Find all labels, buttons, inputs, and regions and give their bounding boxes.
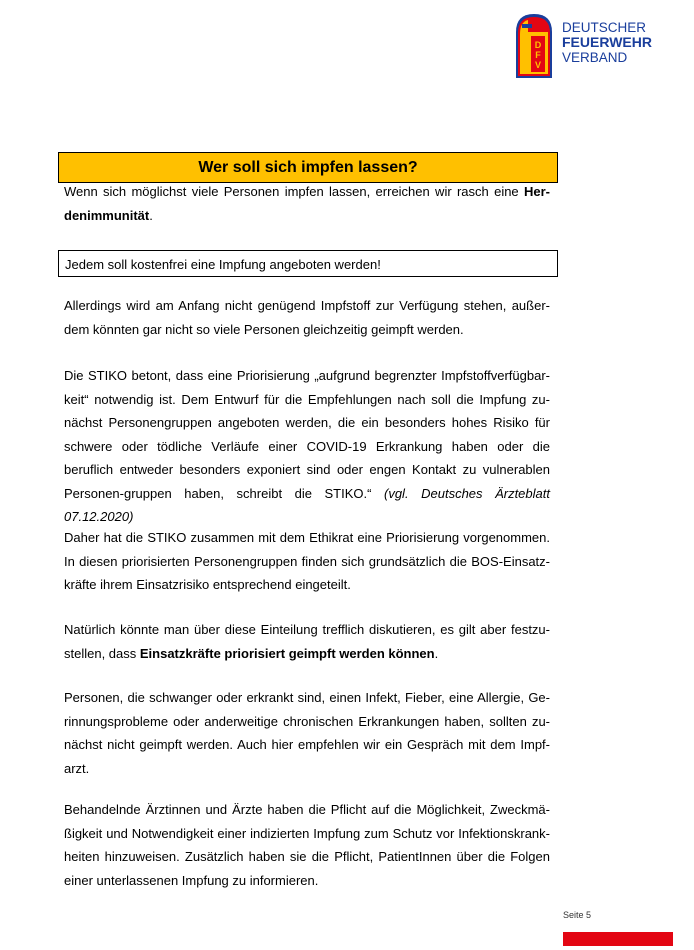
paragraph-stiko <box>64 364 550 529</box>
svg-text:V: V <box>534 60 542 70</box>
p3-citation: (vgl. Deutsches Ärzteblatt 07.12.2020) <box>64 485 550 524</box>
section-heading: Wer soll sich impfen lassen? <box>58 152 558 183</box>
highlight-box: Jedem soll kostenfrei eine Impfung angeboten werden! <box>58 250 558 277</box>
p3-text: Die STIKO betont, dass eine Priorisierung „aufgrund begrenzter Impfstoffverfügbar-keit“ notwendig ist. Dem Entwurf für die Empfehlungen nach soll die Impfung zu-nächst Personengruppen angeboten werden, die ein besonders hohes Risiko für schwere oder tödliche Verläufe einer COVID-19 Erkrankung haben oder die beruflich entweder besonders exponiert sind oder engen Kontakt zu vulnerablen Personen-gruppen haben, schreibt die STIKO.“ <box>64 368 550 501</box>
paragraph-ausnahmen: Personen, die schwanger oder erkrankt sind, einen Infekt, Fieber, eine Allergie, Ge-rinnungsprobleme oder anderweitige chronischen Erkrankungen haben, sollten zu-nächst nicht geimpft werden. Auch hier empfehlen wir ein Gespräch mit dem Impf-arzt. <box>64 690 550 776</box>
p1-bold: Her-denimmunität <box>64 184 550 223</box>
p1-text-end: . <box>149 207 153 223</box>
paragraph-priorisierung: Daher hat die STIKO zusammen mit dem Ethikrat eine Priorisierung vorgenommen. In diesen priorisierten Personengruppen finden sich grundsätzlich die BOS-Einsatz-kräfte ihrem Einsatzrisiko entsprechend eingeteilt. <box>64 530 550 592</box>
p5-text: Natürlich könnte man über diese Einteilung trefflich diskutieren, es gilt aber festzu-stellen, dass <box>64 622 550 661</box>
paragraph-impfstoff: Allerdings wird am Anfang nicht genügend Impfstoff zur Verfügung stehen, außer-dem könnten gar nicht so viele Personen gleichzeitig geimpft werden. <box>64 298 550 337</box>
footer-red-bar <box>563 932 673 946</box>
p5-text-end: . <box>434 645 439 661</box>
paragraph-herdenimmunitaet <box>64 180 550 227</box>
logo-line-3: VERBAND <box>562 50 628 65</box>
p1-text: Wenn sich möglichst viele Personen impfen lassen, erreichen wir rasch eine <box>64 184 524 199</box>
paragraph-aerzte: Behandelnde Ärztinnen und Ärzte haben die Pflicht auf die Möglichkeit, Zweckmä-ßigkeit und Notwendigkeit einer indizierten Impfung zum Schutz vor Infektionskrank-heiten hinzuweisen. Zusätzlich haben sie die Pflicht, PatientInnen über die Folgen einer unterlassenen Impfung zu informieren. <box>64 802 550 888</box>
dfv-emblem-icon <box>510 10 560 80</box>
logo-line-2: FEUERWEHR <box>562 34 652 50</box>
page-number: Seite 5 <box>563 910 592 920</box>
svg-text:D: D <box>534 40 542 50</box>
p5-bold: Einsatzkräfte priorisiert geimpft werden können <box>139 645 435 661</box>
dfv-logo <box>510 10 680 80</box>
logo-line-1: DEUTSCHER <box>562 20 647 35</box>
svg-text:F: F <box>535 50 541 60</box>
paragraph-einteilung <box>64 618 550 665</box>
logo-wordmark <box>562 20 652 65</box>
